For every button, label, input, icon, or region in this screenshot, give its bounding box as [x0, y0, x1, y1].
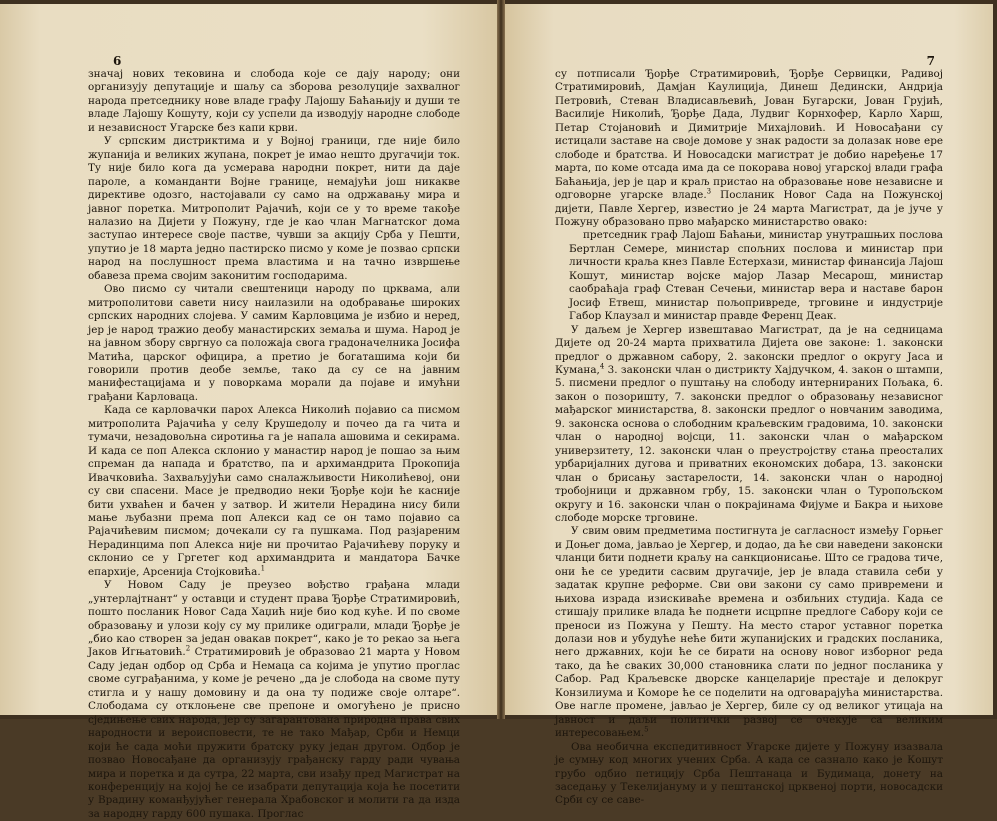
paragraph: значај нових тековина и слобода које се дају народу; они организују депутације и шаљу са зборова резолуције захвалног народа претседнику нове владе графу Лајошу Баћањију и души те владе Лајошу Кошуту, који су успели да изводују народне слободе и независност Угарске без капи крви. [88, 68, 460, 134]
body-text [88, 68, 460, 821]
footnote-marker: 2 [185, 645, 191, 654]
page-number: 7 [926, 54, 935, 68]
footnote-marker: 4 [599, 362, 605, 371]
footnote-marker: 1 [260, 564, 266, 573]
book-gutter [497, 0, 505, 719]
paragraph: Ово писмо су читали свештеници народу по црквама, али митрополитови савети нису наилазили на одобравање широких српских народних слојева. У самим Карловцима је избио и неред, јер је народ тражио деобу манастирских земаља и шума. Народ је на јавном збору свргнуо са положаја свога градоначелника Јосифа Матића, царског официра, а претио је богаташима који би говорили против деобе земље, тако да су се на јавним манифестацијама и у поворкама морали да појаве и имућни грађани Карловаца. [88, 283, 460, 403]
left-page [0, 4, 497, 820]
paragraph: У даљем је Хергер извештавао Магистрат, да је на седницама Дијете од 20-24 марта прихватила Дијета ове законе: 1. законски предлог о државном сабору, 2. законски предлог о округу Јаса и Кумана,$^4$ 3. законски члан о дистрикту Хајдучком, 4. закон о штампи, 5. писмени предлог о пуштању на слободу интернираних Пољака, 6. закон о позоришту, 7. законски предлог о образовању независног мађарског министарства, 8. законски предлог о новчаним заводима, 9. законска основа о слободним краљевским градовима, 10. законски члан о народној војсци, 11. законски члан о мађарском универзитету, 12. законски члан о преустројству стања преосталих урбаријалних дугова и приватних економских добара, 13. законски члан о брисању застарелости, 14. законски члан о народној тробојници и државном грбу, 15. законски члан о Туропољском округу и 16. законски члан о покрајинама Фијуме и Бакра и њихове слободе морске трговине. [555, 323, 943, 524]
paragraph: У Новом Саду је преузео вођство грађана млади „унтерлајтнант“ у оставци и студент права Ђорђе Стратимировић, пошто посланик Новог Сада Хаџић није био код куће. И по своме образовању и улози коју су му прилике одиграли, млади Ђорђе је „био као створен за један овакав покрет“, како је то рекао за њега Јаков Игњатовић.$^2$ Стратимировић је образовао 21 марта у Новом Саду један одбор од Срба и Немаца са којима је упутио проглас своме суграђанима, у коме је речено „да је слобода на своме путу стигла и у нашу домовину и да она ту подиже своје олтаре“. Слободама су отклоњене све препоне и омогућено је присно сједињење свих народа, јер су загарантована природна права свих народности и вероисповести, те не тако Мађар, Срби и Немци који ће сада моћи пружити братску руку један другом. Одбор је позвао Новосађане да организују грађанску гарду ради чувања мира и поретка и да сутра, 22 марта, сви изађу пред Магистрат на конференцију на којој ће се изабрати депутација која ће посетити у Врадину команђујућег генерала Храбовског и молити га да изда за народну гарду 600 пушака. Проглас [88, 579, 460, 820]
ministry-list: претседник граф Лајош Баћањи, министар унутрашњих послова Бертлан Семере, министар спољних послова и министар при личности краља кнез Павле Естерхази, министар финансија Лајош Кошут, министар војске мајор Лазар Месарош, министар саобраћаја граф Стеван Сечењи, министар вера и наставе барон Јосиф Етвеш, министар пољопривреде, трговине и индустрије Габор Клаузал и министар правде Ференц Деак. [569, 229, 943, 323]
paragraph: У српским дистриктима и у Војној граници, где није било жупанија и великих жупана, покрет је имао нешто другачији ток. Ту није било кога да усмерава народни покрет, нити да даје пароле, а команданти Војне границе, немајући још никакве директиве одозго, настојавали су само на одржавању мира и јавног поретка. Митрополит Рајачић, који се у то време такође налазио на Дијети у Пожуну, где је као члан Магнатског дома заступао интересе своје пастве, чувши за акцију Срба у Пешти, упутио је 18 марта једно пастирско писмо у коме је позвао српски народ на послушност према властима и на тачно извршење обавеза према својим законитим господарима. [88, 135, 460, 282]
paragraph: Када се карловачки парох Алекса Николић појавио са писмом митрополита Рајачића у селу Крушедолу и почео да га чита и тумачи, незадовољна сиротиња га је напала ашовима и секирама. И када се поп Алекса склонио у манастир народ је пошао за њим спреман да напада и братство, па и архимандрита Прокопија Ивачковића. Захваљујући само сналажљивости Николићевој, они су сви спасени. Масе је предводио неки Ђорђе који ће касније бити ухваћен и бачен у затвор. И жители Нерадина нису били мање љубазни према поп Алекси кад се он тамо појавио са Рајачићевим писмом; дочекали су га пушкама. Под разјареним Нерадинцима поп Алекса није ни прочитао Рајачићеву поруку и склонио се у Гргетег код архимандрита и мандатора Бачке епархије, Арсенија Стојковића.$^1$ [88, 404, 460, 578]
paragraph: У свим овим предметима постигнута је сагласност између Горњег и Доњег дома, јављао је Хергер, и додао, да ће сви наведени законски чланци бити поднети краљу на санкционисање. Што се градова тиче, они ће се уредити сасвим другачије, јер је влада ставила себи у задатак крупне реформе. Сви ови закони су само привремени и њихова израда изискиваће времена и озбиљних студија. Када се стишају прилике влада ће поднети исцрпне предлоге Сабору који се преноси из Пожуна у Пешту. На место старог уставног поретка долази нов и убудуће неће бити жупанијских и градских посланика, него државних, који ће се бирати на основу новог изборног реда тако, да ће сваких 30,000 становника слати по једног посланика у Сабор. Рад Краљевске дворске канцеларије престаје и делокруг Конзилиума и Коморе ће се поделити на одговарајућа министарства. Ове нагле промене, јављао је Хергер, биле су од великог утицаја на јавност и даљи политички развој се очекује са великим интересовањем.$^5$ [555, 525, 943, 740]
footnote-marker: 3 [706, 187, 712, 196]
paragraph: Ова необична експедитивност Угарске дијете у Пожуну изазвала је сумњу код многих учених Срба. А када се сазнало како је Кошут грубо одбио петицију Срба Пештанаца и Будимаца, донету на заседању у Текелијануму и у пештанској црквеној порти, новосадски Срби су се саве- [555, 740, 943, 807]
body-text [555, 68, 943, 808]
page-number: 6 [113, 54, 122, 68]
footnote-marker: 5 [644, 725, 649, 734]
paragraph: су потписали Ђорђе Стратимировић, Ђорђе Сервицки, Радивој Стратимировић, Дамјан Каулиција, Динеш Дедински, Андрија Петровић, Стеван Владисављевић, Јован Бугарски, Јован Грујић, Василије Николић, Ђорђе Дада, Лудвиг Корнхофер, Карло Харш, Петар Стојановић и Димитрије Михајловић. И Новосађани су истицали заставе на своје домове у знак радости за долазак нове ере слободе и братства. И Новосадски магистрат је добио наређење 17 марта, по коме отсада има да се покорава новој угарској влади графа Баћањија, јер је цар и краљ пристао на образовање нове независне и одговорне угарске владе.$^3$ Посланик Новог Сада на Пожунској дијети, Павле Хергер, известио је 24 марта Магистрат, да је јуче у Пожуну образовано прво мађарско министарство овако: [555, 68, 943, 228]
right-page [505, 4, 993, 807]
